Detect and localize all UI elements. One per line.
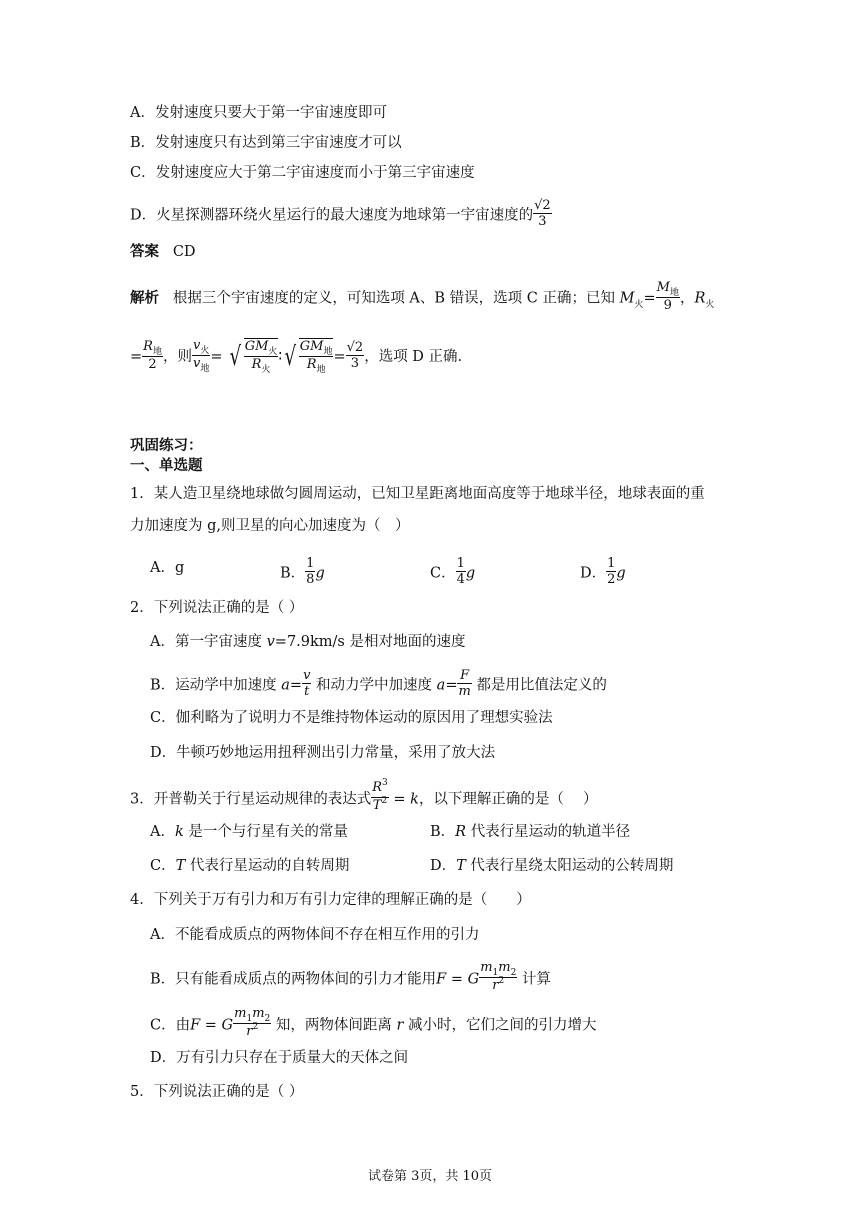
option-b: B．发射速度只有达到第三宇宙速度才可以 — [130, 135, 402, 151]
analysis-line-2: = $\frac{R_地}{2}$ ，则 $\frac{v_火}{v_地}$ = √ $\frac{GM_火}{R_火}$ ∶√ $\frac{GM_地}{R_地}$ = $\frac{√2}{3}$ ，选项 D 正确. — [130, 337, 463, 375]
q1-option-a: A．g — [150, 560, 185, 576]
analysis-text: 根据三个宇宙速度的定义，可知选项 A、B 错误，选项 C 正确；已知 — [172, 290, 615, 307]
analysis-line-1: 解析 根据三个宇宙速度的定义，可知选项 A、B 错误，选项 C 正确；已知 $M_火=$ $\frac{M_地}{9}$ ，$R_火$ — [130, 280, 715, 313]
then-word: 则 — [177, 349, 192, 365]
option-a: A．发射速度只要大于第一宇宙速度即可 — [130, 105, 387, 121]
radius-mars-symbol: R — [694, 290, 706, 307]
answer-value: CD — [172, 244, 196, 260]
q4-option-a: A．不能看成质点的两物体间不存在相互作用的引力 — [150, 927, 480, 943]
fraction-m-earth-over-9: $\frac{M_地}{9}$ — [656, 280, 679, 313]
q1-stem-line-1: 1．某人造卫星绕地球做匀圆周运动，已知卫星距离地面高度等于地球半径，地球表面的重 — [130, 486, 705, 502]
q1-option-d: D． $\frac{1}{2}$ g — [580, 556, 626, 587]
q4-option-b: B．只有能看成质点的两物体间的引力才能用F = G $\frac{m_1m_2}{r^2}$ 计算 — [150, 960, 551, 993]
sqrt-gm-over-r-earth: √ $\frac{GM_地}{R_地}$ — [284, 339, 333, 375]
fraction-r-earth-over-2: $\frac{R_地}{2}$ — [143, 338, 162, 372]
q4-option-d: D．万有引力只存在于质量大的天体之间 — [150, 1050, 409, 1066]
q1-option-c: C． $\frac{1}{4}$ g — [430, 556, 476, 587]
mars-subscript: 火 — [634, 299, 644, 310]
q2-option-b: B．运动学中加速度 a= $\frac{v}{t}$ 和动力学中加速度 a= $\frac{F}{m}$ 都是用比值法定义的 — [150, 668, 607, 699]
fraction-v-ratio: $\frac{v_火}{v_地}$ — [192, 337, 210, 374]
mass-mars-symbol: M — [619, 290, 635, 307]
q3-option-b: B．R 代表行星运动的轨道半径 — [430, 824, 631, 840]
q2-option-a: A．第一宇宙速度 v=7.9km/s 是相对地面的速度 — [150, 634, 466, 650]
fraction-sqrt2-over-3-result: $\frac{√2}{3}$ — [346, 339, 364, 371]
q5-stem: 5．下列说法正确的是（ ） — [130, 1084, 304, 1100]
section-title: 巩固练习： — [130, 438, 203, 454]
option-c: C．发射速度应大于第二宇宙速度而小于第三宇宙速度 — [130, 165, 475, 181]
option-d — [130, 200, 552, 231]
q4-option-c: C．由F = G $\frac{m_1m_2}{r^2}$ 知，两物体间距离 r 减小时，它们之间的引力增大 — [150, 1006, 597, 1039]
fraction-sqrt2-over-3: $\frac{√2}{3}$ — [534, 198, 551, 229]
q3-option-d: D．T 代表行星绕太阳运动的公转周期 — [430, 858, 674, 874]
section-subtitle: 一、单选题 — [130, 458, 203, 474]
q2-option-d: D．牛顿巧妙地运用扭秤测出引力常量，采用了放大法 — [150, 745, 496, 761]
q4-stem: 4．下列关于万有引力和万有引力定律的理解正确的是（ ） — [130, 892, 531, 908]
q3-option-a: A．k 是一个与行星有关的常量 — [150, 824, 348, 840]
q3-option-c: C．T 代表行星运动的自转周期 — [150, 858, 350, 874]
q1-option-b: B． $\frac{1}{8}$ g — [280, 556, 325, 587]
page-footer: 试卷第 3页，共 10页 — [367, 1169, 493, 1184]
q1-stem-line-2: 力加速度为 g,则卫星的向心加速度为（ ） — [130, 518, 410, 534]
answer-label: 答案 — [130, 244, 159, 260]
q2-option-c: C．伽利略为了说明力不是维持物体运动的原因用了理想实验法 — [150, 710, 553, 726]
q2-stem: 2．下列说法正确的是（ ） — [130, 600, 304, 616]
analysis-label: 解析 — [130, 290, 159, 307]
analysis-conclusion: 选项 D 正确. — [378, 349, 463, 365]
radius-mars-subscript: 火 — [705, 299, 715, 310]
q3-stem: 3．开普勒关于行星运动规律的表达式 $\frac{R^3}{T^2}$ = k，以下理解正确的是（ ） — [130, 778, 598, 813]
option-d-text: D．火星探测器环绕火星运行的最大速度为地球第一宇宙速度的 — [130, 207, 534, 224]
sqrt-gm-over-r-mars: √ $\frac{GM_火}{R_火}$ — [229, 339, 278, 375]
answer-line — [130, 242, 196, 262]
